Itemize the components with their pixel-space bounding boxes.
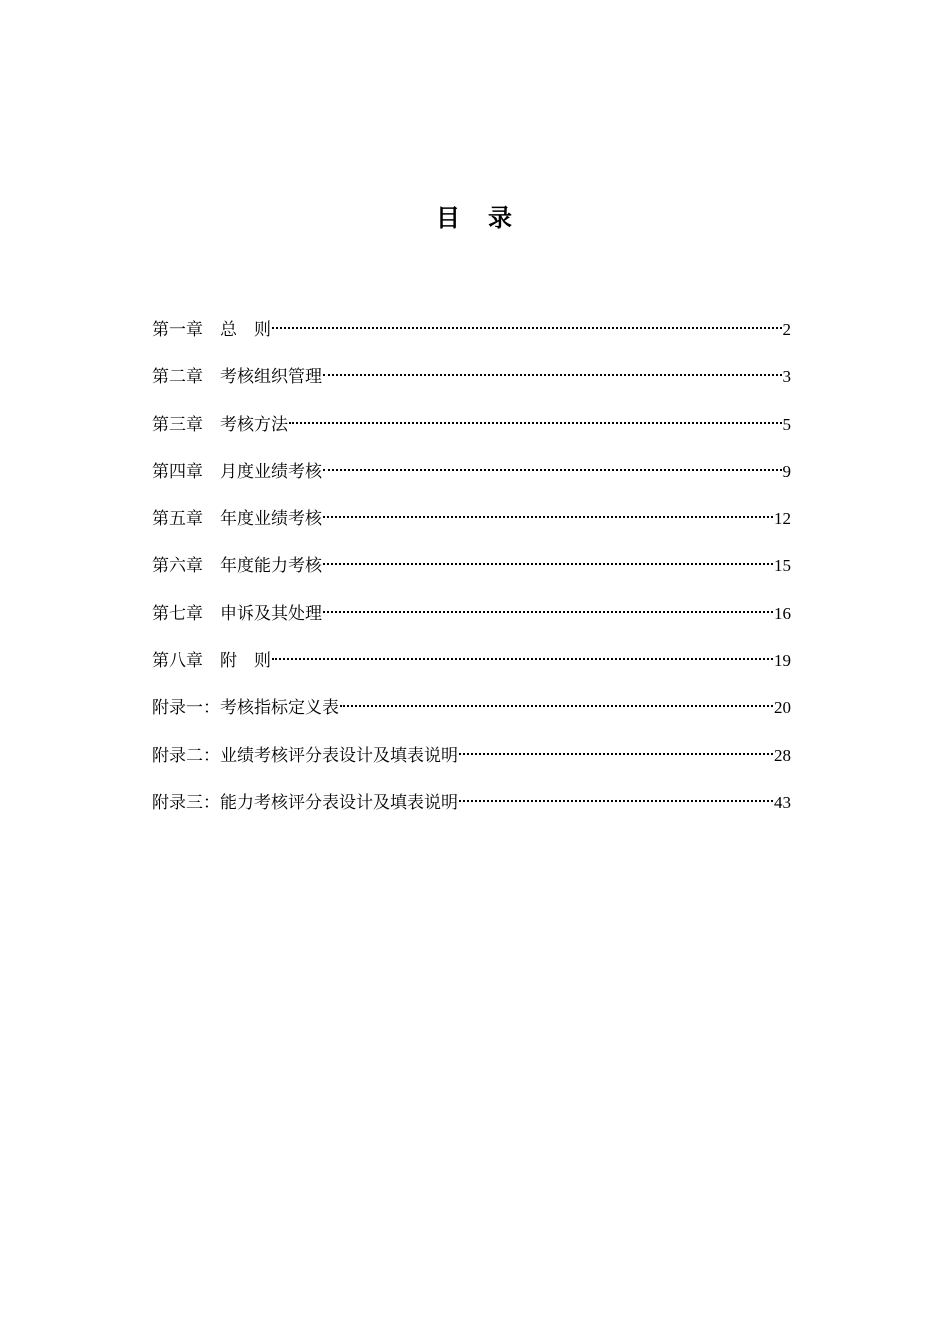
toc-dot-leader <box>272 305 782 335</box>
toc-entry-page: 20 <box>774 698 791 718</box>
toc-dot-leader <box>323 589 773 619</box>
toc-dot-leader <box>289 400 782 430</box>
toc-title: 目 录 <box>436 204 514 232</box>
toc-entry-page: 12 <box>774 509 791 529</box>
toc-entry[interactable] <box>152 305 791 352</box>
toc-dot-leader <box>272 636 773 666</box>
toc-entry-page: 3 <box>782 367 791 387</box>
toc-entry-label: 第二章 考核组织管理 <box>152 367 322 388</box>
toc-dot-leader <box>340 683 773 713</box>
toc-dot-leader <box>323 447 782 477</box>
toc-entry-label: 第六章 年度能力考核 <box>152 556 322 577</box>
toc-entry[interactable] <box>152 589 791 636</box>
toc-entry-page: 19 <box>774 651 791 671</box>
toc-entry-page: 28 <box>774 745 791 765</box>
toc-entry-page: 15 <box>774 556 791 576</box>
toc-entry[interactable] <box>152 447 791 494</box>
toc-dot-leader <box>323 352 782 382</box>
toc-dot-leader <box>459 778 773 808</box>
toc-entry-label: 第七章 申诉及其处理 <box>152 603 322 624</box>
toc-entry-page: 2 <box>782 320 791 339</box>
toc-entry[interactable] <box>152 683 791 730</box>
toc-entry-label: 第四章 月度业绩考核 <box>152 461 322 482</box>
toc-dot-leader <box>459 731 773 761</box>
toc-entry-page: 9 <box>782 461 791 481</box>
toc-entry-page: 5 <box>782 414 791 434</box>
toc-dot-leader <box>323 494 773 524</box>
toc-entry-label: 第三章 考核方法 <box>152 414 288 435</box>
toc-entry[interactable] <box>152 494 791 541</box>
toc-entry[interactable] <box>152 352 791 399</box>
toc-dot-leader <box>323 541 773 571</box>
toc-entry-label: 第五章 年度业绩考核 <box>152 509 322 530</box>
toc-entry-label: 附录一：考核指标定义表 <box>152 698 339 719</box>
toc-entry-page: 16 <box>774 603 791 623</box>
toc-entry-label: 附录三：能力考核评分表设计及填表说明 <box>152 792 458 813</box>
toc-entry-label: 第一章 总 则 <box>152 320 271 340</box>
toc-entry[interactable] <box>152 731 791 778</box>
toc-entry[interactable] <box>152 778 791 825</box>
toc-entry[interactable] <box>152 400 791 447</box>
toc-list <box>152 305 791 825</box>
toc-entry-label: 附录二：业绩考核评分表设计及填表说明 <box>152 745 458 766</box>
toc-entry[interactable] <box>152 636 791 683</box>
toc-entry[interactable] <box>152 541 791 588</box>
toc-entry-label: 第八章 附 则 <box>152 651 271 672</box>
toc-entry-page: 43 <box>774 792 791 812</box>
